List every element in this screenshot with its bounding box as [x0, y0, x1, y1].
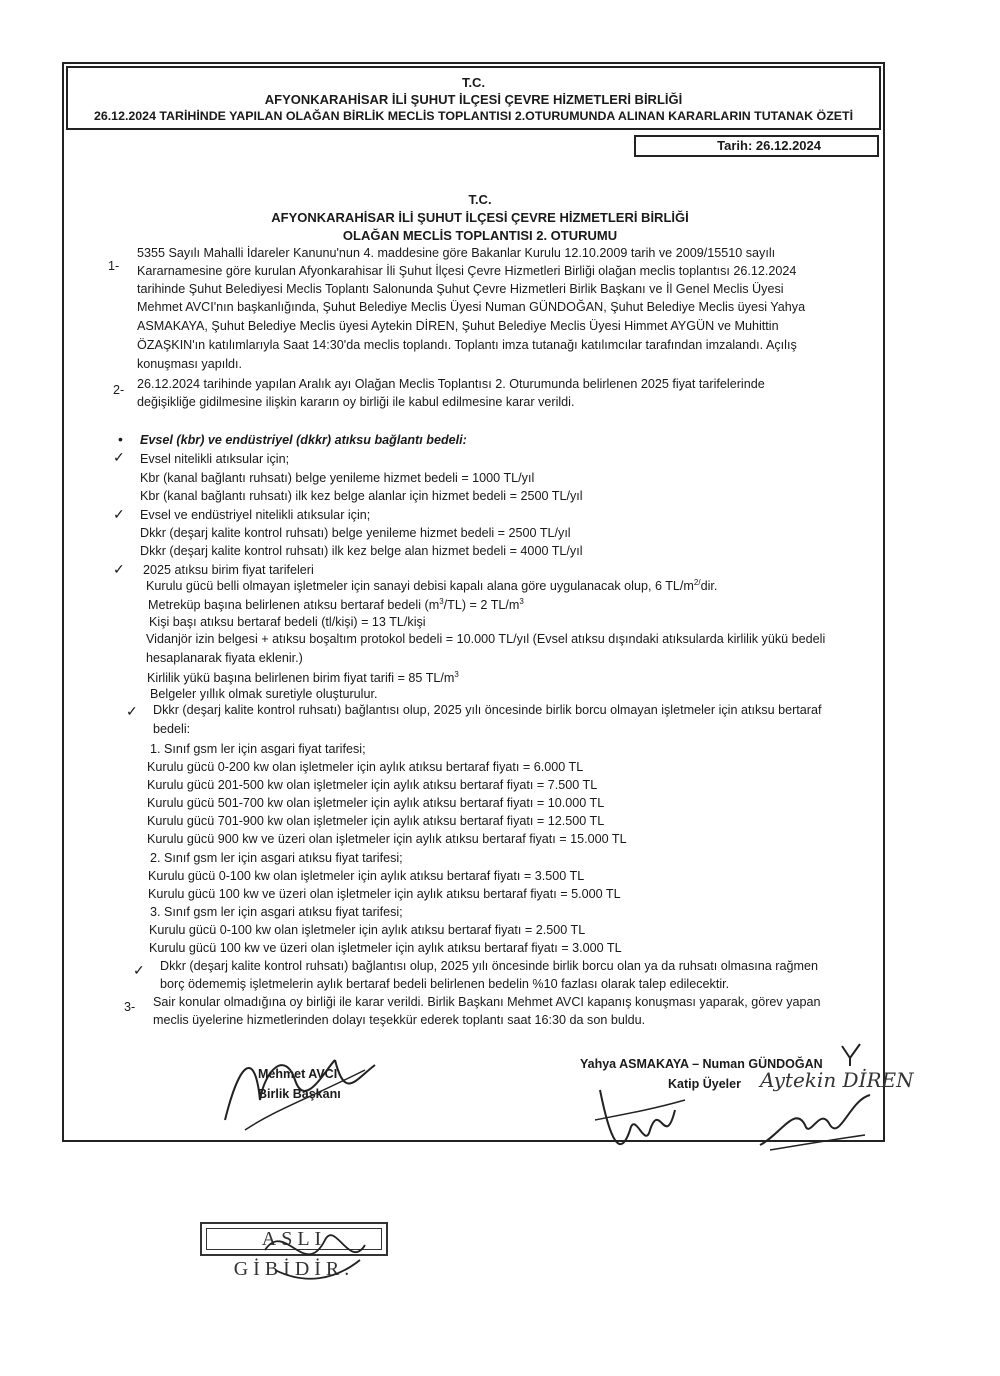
header-summary-title: 26.12.2024 TARİHİNDE YAPILAN OLAĞAN BİRLİK MECLİS TOPLANTISI 2.OTURUMUNDA ALINAN KARARLARIN TUTANAK ÖZETİ: [93, 109, 854, 123]
item-1-line: Mehmet AVCI'nın başkanlığında, Şuhut Belediye Meclis Üyesi Numan GÜNDOĞAN, Şuhut Belediye Meclis üyesi Yahya: [137, 300, 806, 314]
check-1-line: Kbr (kanal bağlantı ruhsatı) belge yenileme hizmet bedeli = 1000 TL/yıl: [140, 471, 535, 485]
check-3-vidanjor-line: Vidanjör izin belgesi + atıksu boşaltım protokol bedeli = 10.000 TL/yıl (Evsel atıksu dışındaki atıksularda kirlilik yükü bedeli: [146, 632, 826, 646]
check-3-sanayi-line: Kurulu gücü belli olmayan işletmeler için sanayi debisi kapalı alana göre uygulanacak olup, 6 $TL/m^{2/}dir$.: [146, 578, 718, 594]
item-1-number: 1-: [108, 259, 120, 273]
class-3-line: Kurulu gücü 100 kw ve üzeri olan işletmeler için aylık atıksu bertaraf fiyatı = 3.000 TL: [149, 941, 622, 955]
secretary-signature-1: [590, 1080, 690, 1165]
subheader-tc: T.C.: [468, 192, 492, 207]
subheader-session-title: OLAĞAN MECLİS TOPLANTISI 2. OTURUMU: [342, 228, 618, 243]
item-3-line: Sair konular olmadığına oy birliği ile karar verildi. Birlik Başkanı Mehmet AVCI kapanış konuşması yaparak, görev yapan: [153, 995, 821, 1009]
stamp-signature: [255, 1210, 375, 1290]
class-1-line: Kurulu gücü 900 kw ve üzeri olan işletmeler için aylık atıksu bertaraf fiyatı = 15.000 TL: [147, 832, 627, 846]
header-union-name: AFYONKARAHİSAR İLİ ŞUHUT İLÇESİ ÇEVRE HİZMETLERİ BİRLİĞİ: [264, 92, 683, 107]
check-3-vidanjor-line: hesaplanarak fiyata eklenir.): [146, 651, 303, 665]
handwritten-note: Aytekin DİREN: [760, 1068, 914, 1092]
connection-fee-title: Evsel (kbr) ve endüstriyel (dkkr) atıksu bağlantı bedeli:: [140, 433, 467, 447]
certified-copy-stamp: ASLI GİBİDİR.: [200, 1222, 388, 1256]
secretaries-names: Yahya ASMAKAYA – Numan GÜNDOĞAN: [580, 1057, 823, 1071]
check-4-line: Dkkr (deşarj kalite kontrol ruhsatı) bağlantısı olup, 2025 yılı öncesinde birlik borcu olmayan işletmeler için atıksu bertaraf: [153, 703, 822, 717]
check-3-metrekup-line: Metreküp başına belirlenen atıksu bertaraf bedeli $(m^3/TL) = 2$ $TL/m^3$: [148, 597, 524, 613]
header-tc: T.C.: [461, 75, 486, 90]
check-5-line: borç ödememiş işletmelerin aylık bertaraf bedeli belirlenen bedelin %10 fazlası olarak talep edilecektir.: [160, 977, 730, 991]
check-1-title: Evsel nitelikli atıksular için;: [140, 452, 290, 466]
item-1-line: tarihinde Şuhut Belediyesi Meclis Toplantı Salonunda Şuhut Çevre Hizmetleri Birlik Başkanı ve İl Genel Meclis Üyesi: [137, 282, 784, 296]
bullet-dot-icon: •: [118, 431, 123, 447]
checkmark-icon: ✓: [126, 703, 138, 719]
item-3-line: meclis üyelerine hizmetlerinden dolayı teşekkür ederek toplantı saat 16:30 da son buldu.: [153, 1013, 646, 1027]
chairman-name: Mehmet AVCI: [258, 1067, 338, 1081]
class-1-title: 1. Sınıf gsm ler için asgari fiyat tarifesi;: [150, 742, 366, 756]
item-1-line: konuşması yapıldı.: [137, 357, 242, 371]
item-1-line: 5355 Sayılı Mahalli İdareler Kanunu'nun 4. maddesine göre Bakanlar Kurulu 12.10.2009 tarih ve 2009/15510 sayılı: [137, 246, 776, 260]
checkmark-icon: ✓: [113, 561, 125, 577]
check-3-kirlilik-line: Kirlilik yükü başına belirlenen birim fiyat tarifi = 85 $TL/m^3$: [147, 670, 459, 686]
class-3-title: 3. Sınıf gsm ler için asgari atıksu fiyat tarifesi;: [150, 905, 403, 919]
class-1-line: Kurulu gücü 0-200 kw olan işletmeler için aylık atıksu bertaraf fiyatı = 6.000 TL: [147, 760, 584, 774]
checkmark-icon: ✓: [133, 962, 145, 978]
check-2-line: Dkkr (deşarj kalite kontrol ruhsatı) belge yenileme hizmet bedeli = 2500 TL/yıl: [140, 526, 571, 540]
item-1-line: ÖZAŞKIN'ın katılımlarıyla Saat 14:30'da meclis toplandı. Toplantı imza tutanağı katılımcılar tarafından imzalandı. Açılış: [137, 338, 797, 352]
class-2-title: 2. Sınıf gsm ler için asgari atıksu fiyat tarifesi;: [150, 851, 403, 865]
secretary-signature-2: [750, 1085, 880, 1155]
class-2-line: Kurulu gücü 100 kw ve üzeri olan işletmeler için aylık atıksu bertaraf fiyatı = 5.000 TL: [148, 887, 621, 901]
check-3-title: 2025 atıksu birim fiyat tarifeleri: [143, 563, 314, 577]
check-5-line: Dkkr (deşarj kalite kontrol ruhsatı) bağlantısı olup, 2025 yılı öncesinde birlik borcu olan ya da ruhsatı olmasına rağmen: [160, 959, 819, 973]
item-2-number: 2-: [113, 383, 125, 397]
class-1-line: Kurulu gücü 701-900 kw olan işletmeler için aylık atıksu bertaraf fiyatı = 12.500 TL: [147, 814, 605, 828]
item-1-line: ASMAKAYA, Şuhut Belediye Meclis üyesi Aytekin DİREN, Şuhut Belediye Meclis Üyesi Himmet AYGÜN ve Muhittin: [137, 319, 779, 333]
class-3-line: Kurulu gücü 0-100 kw olan işletmeler için aylık atıksu bertaraf fiyatı = 2.500 TL: [149, 923, 586, 937]
item-2-line: değişikliğe gidilmesine ilişkin kararın oy birliği ile kabul edilmesine karar verildi.: [137, 395, 575, 409]
date-box: Tarih: 26.12.2024: [634, 135, 879, 157]
chairman-signature: [215, 1040, 385, 1135]
item-1-line: Kararnamesine göre kurulan Afyonkarahisar İli Şuhut İlçesi Çevre Hizmetleri Birliği olağan meclis toplantısı 26.12.2024: [137, 264, 797, 278]
checkmark-icon: ✓: [113, 449, 125, 465]
secretaries-title: Katip Üyeler: [668, 1077, 741, 1091]
class-1-line: Kurulu gücü 201-500 kw olan işletmeler için aylık atıksu bertaraf fiyatı = 7.500 TL: [147, 778, 598, 792]
secretary-initial-mark: [838, 1042, 868, 1068]
class-2-line: Kurulu gücü 0-100 kw olan işletmeler için aylık atıksu bertaraf fiyatı = 3.500 TL: [148, 869, 585, 883]
check-3-kisi-line: Kişi başı atıksu bertaraf bedeli (tl/kişi) = 13 TL/kişi: [149, 615, 426, 629]
check-2-title: Evsel ve endüstriyel nitelikli atıksular için;: [140, 508, 371, 522]
class-1-line: Kurulu gücü 501-700 kw olan işletmeler için aylık atıksu bertaraf fiyatı = 10.000 TL: [147, 796, 605, 810]
item-3-number: 3-: [124, 1000, 136, 1014]
chairman-title: Birlik Başkanı: [258, 1087, 341, 1101]
checkmark-icon: ✓: [113, 506, 125, 522]
check-2-line: Dkkr (deşarj kalite kontrol ruhsatı) ilk kez belge alan hizmet bedeli = 4000 TL/yıl: [140, 544, 583, 558]
check-3-belgeler-line: Belgeler yıllık olmak suretiyle oluşturulur.: [150, 687, 378, 701]
document-header: [66, 66, 881, 130]
check-1-line: Kbr (kanal bağlantı ruhsatı) ilk kez belge alanlar için hizmet bedeli = 2500 TL/yıl: [140, 489, 583, 503]
item-2-line: 26.12.2024 tarihinde yapılan Aralık ayı Olağan Meclis Toplantısı 2. Oturumunda belirlenen 2025 fiyat tarifelerinde: [137, 377, 765, 391]
check-4-line: bedeli:: [153, 722, 191, 736]
subheader-union-name: AFYONKARAHİSAR İLİ ŞUHUT İLÇESİ ÇEVRE HİZMETLERİ BİRLİĞİ: [271, 210, 689, 225]
